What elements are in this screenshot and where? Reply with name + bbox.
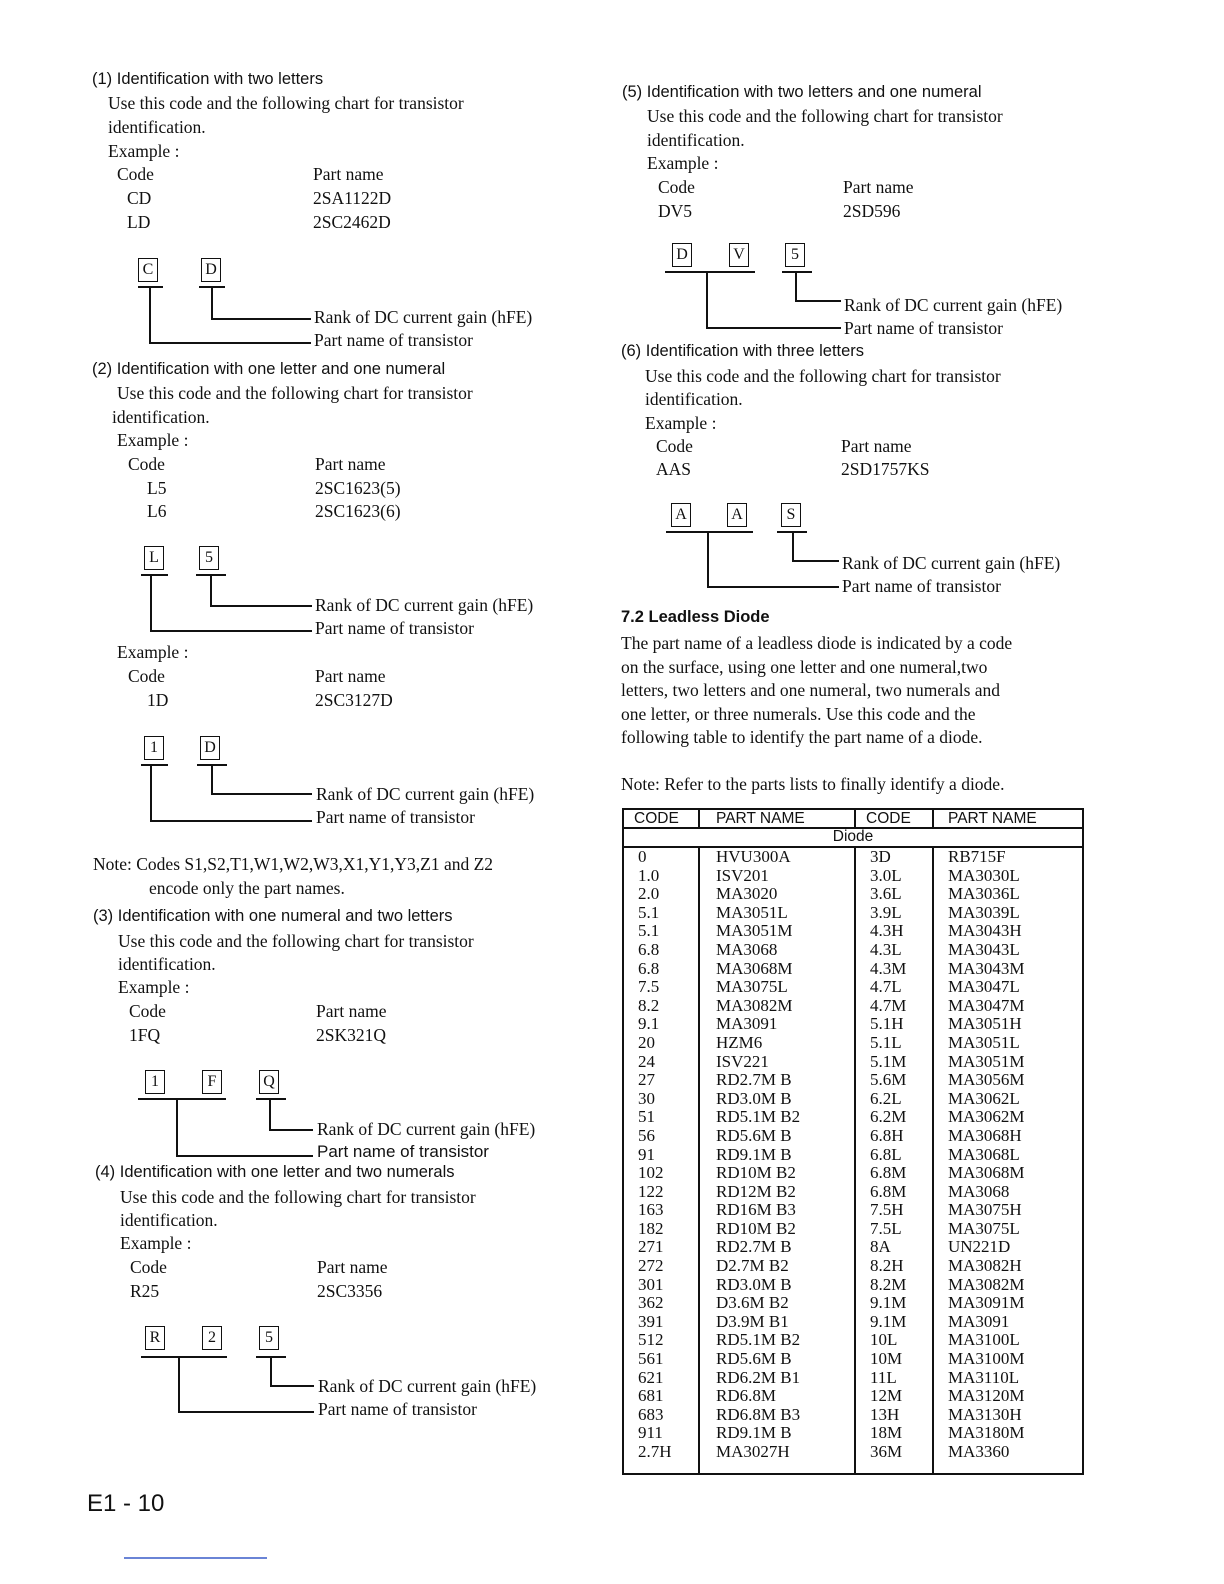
diode-part-name: MA3360 — [948, 1442, 1010, 1461]
example-part-name: 2SC2462D — [313, 212, 391, 232]
codes-note: Note: Codes S1,S2,T1,W1,W2,W3,X1,Y1,Y3,Z1 and Z2 — [93, 854, 494, 874]
part-name-column-header: Part name — [317, 1257, 388, 1277]
diode-code: 391 — [638, 1311, 664, 1331]
example-code: 1D — [147, 690, 169, 710]
diode-code: 683 — [638, 1404, 664, 1424]
rank-annotation: Rank of DC current gain (hFE) — [314, 307, 533, 327]
diode-code: 18M — [870, 1423, 903, 1443]
diode-code: 681 — [638, 1386, 664, 1406]
diode-part-name: RD5.1M B2 — [716, 1330, 801, 1350]
section-6-intro: Use this code and the following chart for transistor — [645, 366, 1001, 386]
table-header — [624, 810, 1082, 828]
diode-note: Note: Refer to the parts lists to finally identify a diode. — [621, 774, 1005, 794]
diode-part-name: MA3091 — [716, 1014, 778, 1034]
diode-part-name: MA3027H — [716, 1442, 790, 1461]
diode-code: 5.1 — [638, 902, 660, 922]
table-row — [624, 1183, 1082, 1202]
codes-note-continuation: encode only the part names. — [149, 878, 345, 898]
diode-part-name: MA3043L — [948, 939, 1020, 959]
diode-code: 8.2M — [870, 1274, 907, 1294]
diode-part-name: MA3051L — [948, 1032, 1020, 1052]
section-2-heading: (2) Identification with one letter and one numeral — [92, 360, 446, 378]
code-column-header: Code — [656, 436, 693, 456]
diode-code: 7.5L — [870, 1218, 902, 1238]
diode-code: 12M — [870, 1386, 903, 1406]
paragraph-line: on the surface, using one letter and one numeral,two — [621, 657, 988, 677]
table-row — [624, 1220, 1082, 1239]
diode-part-name: RD12M B2 — [716, 1181, 796, 1201]
section-1-intro: Use this code and the following chart for transistor — [108, 93, 464, 113]
table-row — [624, 1015, 1082, 1034]
diode-part-name: MA3082M — [716, 995, 793, 1015]
part-name-column-header: Part name — [313, 164, 384, 184]
diode-part-name: D3.9M B1 — [716, 1311, 789, 1331]
table-row — [624, 1164, 1082, 1183]
diode-code: 8.2 — [638, 995, 660, 1015]
code-column-header: Code — [117, 164, 154, 184]
diode-part-name: MA3130H — [948, 1404, 1022, 1424]
paragraph-line: letters, two letters and one numeral, two numerals and — [621, 680, 1001, 700]
diode-part-name: MA3051L — [716, 902, 788, 922]
diode-part-name: MA3180M — [948, 1423, 1025, 1443]
diode-code: 122 — [638, 1181, 664, 1201]
diode-code: 1.0 — [638, 865, 660, 885]
code-column-header: Code — [658, 177, 695, 197]
diode-code: 5.1M — [870, 1051, 907, 1071]
table-row — [624, 1238, 1082, 1257]
code-column-header: Code — [128, 666, 165, 686]
diode-part-name: MA3068M — [716, 958, 793, 978]
diode-part-name: RD16M B3 — [716, 1200, 796, 1220]
example-code: AAS — [656, 459, 692, 479]
code-character-box: D — [200, 736, 220, 760]
table-row — [624, 997, 1082, 1016]
diode-code: 4.3H — [870, 921, 904, 941]
code-character-box: 2 — [202, 1326, 222, 1350]
diode-part-name: MA3047M — [948, 995, 1025, 1015]
table-row — [624, 1053, 1082, 1072]
example-part-name: 2SC3127D — [315, 690, 393, 710]
table-row — [624, 1331, 1082, 1350]
paragraph-line: The part name of a leadless diode is indicated by a code — [621, 633, 1013, 653]
rank-annotation: Rank of DC current gain (hFE) — [844, 295, 1063, 315]
section-1-heading: (1) Identification with two letters — [92, 70, 324, 88]
example-part-name: 2SD596 — [843, 201, 901, 221]
part-name-annotation: Part name of transistor — [318, 1399, 477, 1419]
diode-code: 13H — [870, 1404, 900, 1424]
diode-code: 9.1 — [638, 1014, 660, 1034]
diode-code: 6.8H — [870, 1125, 904, 1145]
footer-rule — [124, 1557, 267, 1559]
diode-part-name: MA3082H — [948, 1256, 1022, 1276]
diode-part-name: MA3036L — [948, 884, 1020, 904]
diode-code: 362 — [638, 1293, 664, 1313]
example-code: LD — [127, 212, 151, 232]
example-code: 1FQ — [129, 1025, 161, 1045]
part-name-annotation: Part name of transistor — [844, 318, 1003, 338]
diode-code: 6.8M — [870, 1163, 907, 1183]
code-character-box: V — [729, 243, 749, 267]
code-character-box: 5 — [259, 1326, 279, 1350]
page-number: E1 - 10 — [87, 1490, 165, 1517]
table-row — [624, 941, 1082, 960]
diode-code: 91 — [638, 1144, 655, 1164]
example-code: DV5 — [658, 201, 693, 221]
example-part-name: 2SK321Q — [316, 1025, 387, 1045]
diode-part-name: RB715F — [948, 847, 1006, 866]
diode-part-name: MA3068 — [716, 939, 778, 959]
section-5-intro-2: identification. — [647, 130, 745, 150]
diode-code: 102 — [638, 1163, 664, 1183]
diode-code: 163 — [638, 1200, 664, 1220]
diode-part-name: MA3075L — [948, 1218, 1020, 1238]
diode-part-name: RD3.0M B — [716, 1274, 792, 1294]
diode-code: 51 — [638, 1107, 655, 1127]
diode-part-name: ISV201 — [716, 865, 769, 885]
diode-code: 9.1M — [870, 1311, 907, 1331]
diode-code: 11L — [870, 1367, 897, 1387]
diode-code: 3.6L — [870, 884, 902, 904]
diode-part-name: RD10M B2 — [716, 1163, 796, 1183]
column-header-code: CODE — [866, 810, 911, 827]
section-4-heading: (4) Identification with one letter and two numerals — [95, 1163, 455, 1181]
code-character-box: R — [145, 1326, 165, 1350]
code-column-header: Code — [128, 454, 165, 474]
table-row — [624, 1443, 1082, 1462]
diode-part-name: UN221D — [948, 1237, 1011, 1257]
diode-part-name: MA3100L — [948, 1330, 1020, 1350]
diode-code: 36M — [870, 1442, 903, 1461]
diode-part-name: RD3.0M B — [716, 1088, 792, 1108]
table-row — [624, 1034, 1082, 1053]
diode-part-name: MA3051M — [948, 1051, 1025, 1071]
section-4-example-label: Example : — [120, 1233, 192, 1253]
section-3-example-label: Example : — [118, 977, 190, 997]
diode-code: 6.2M — [870, 1107, 907, 1127]
diode-code: 5.1L — [870, 1032, 902, 1052]
table-row — [624, 1108, 1082, 1127]
diode-part-name: MA3110L — [948, 1367, 1020, 1387]
diode-code: 8.2H — [870, 1256, 904, 1276]
section-2-example-label: Example : — [117, 430, 189, 450]
table-row — [624, 904, 1082, 923]
section-5-example-label: Example : — [647, 153, 719, 173]
table-row — [624, 885, 1082, 904]
diode-code: 8A — [870, 1237, 891, 1257]
example-part-name: 2SD1757KS — [841, 459, 930, 479]
diode-part-name: MA3068H — [948, 1125, 1022, 1145]
diode-code: 6.8L — [870, 1144, 902, 1164]
diode-code: 7.5H — [870, 1200, 904, 1220]
diode-code: 4.7L — [870, 977, 902, 997]
table-row — [624, 1424, 1082, 1443]
example-part-name: 2SC1623(5) — [315, 478, 401, 498]
diode-part-name: MA3030L — [948, 865, 1020, 885]
diode-code: 9.1M — [870, 1293, 907, 1313]
example-part-name: 2SC3356 — [317, 1281, 383, 1301]
diode-code: 24 — [638, 1051, 655, 1071]
section-2-example-label: Example : — [117, 642, 189, 662]
paragraph-line: following table to identify the part name of a diode. — [621, 727, 983, 747]
diode-code: 5.1 — [638, 921, 660, 941]
example-code: L6 — [147, 501, 167, 521]
part-name-column-header: Part name — [316, 1001, 387, 1021]
code-character-box: L — [144, 546, 164, 570]
table-row — [624, 1387, 1082, 1406]
diode-part-name: MA3075L — [716, 977, 788, 997]
diode-code: 5.1H — [870, 1014, 904, 1034]
diode-part-name: MA3120M — [948, 1386, 1025, 1406]
diode-part-name: D2.7M B2 — [716, 1256, 789, 1276]
diode-part-name: RD6.2M B1 — [716, 1367, 801, 1387]
diode-code: 20 — [638, 1032, 655, 1052]
section-6-intro-2: identification. — [645, 389, 743, 409]
paragraph-line: one letter, or three numerals. Use this code and the — [621, 704, 976, 724]
part-name-annotation: Part name of transistor — [317, 1142, 489, 1161]
diode-code: 6.2L — [870, 1088, 902, 1108]
example-code: L5 — [147, 478, 167, 498]
section-2-intro: Use this code and the following chart for transistor — [117, 383, 473, 403]
diode-code: 7.5 — [638, 977, 660, 997]
table-row — [624, 1276, 1082, 1295]
diode-part-name: MA3051H — [948, 1014, 1022, 1034]
diode-part-name: HVU300A — [716, 847, 791, 866]
table-row — [624, 1369, 1082, 1388]
diode-group-label: Diode — [832, 828, 874, 845]
diode-code: 301 — [638, 1274, 664, 1294]
section-5-heading: (5) Identification with two letters and one numeral — [622, 83, 982, 101]
diode-part-name: RD9.1M B — [716, 1423, 792, 1443]
table-row — [624, 1257, 1082, 1276]
table-row — [624, 1071, 1082, 1090]
diode-part-name: MA3075H — [948, 1200, 1022, 1220]
section-1-example-label: Example : — [108, 141, 180, 161]
diode-code: 271 — [638, 1237, 664, 1257]
diode-part-name: MA3062L — [948, 1088, 1020, 1108]
column-header-code: CODE — [634, 810, 679, 827]
diode-code: 2.7H — [638, 1442, 672, 1461]
rank-annotation: Rank of DC current gain (hFE) — [842, 553, 1061, 573]
diode-code: 6.8M — [870, 1181, 907, 1201]
diode-code: 272 — [638, 1256, 664, 1276]
code-character-box: 1 — [145, 1070, 165, 1094]
code-column-header: Code — [129, 1001, 166, 1021]
code-column-header: Code — [130, 1257, 167, 1277]
example-part-name: 2SA1122D — [313, 188, 392, 208]
diode-part-name: MA3062M — [948, 1107, 1025, 1127]
diode-part-name: D3.6M B2 — [716, 1293, 789, 1313]
diode-part-name: MA3100M — [948, 1349, 1025, 1369]
diode-part-name: MA3082M — [948, 1274, 1025, 1294]
table-row — [624, 1090, 1082, 1109]
column-header-part-name: PART NAME — [716, 810, 805, 827]
diode-code: 182 — [638, 1218, 664, 1238]
rank-annotation: Rank of DC current gain (hFE) — [317, 1119, 536, 1139]
diode-code: 10M — [870, 1349, 903, 1369]
table-row — [624, 867, 1082, 886]
table-row — [624, 960, 1082, 979]
section-4-intro: Use this code and the following chart for transistor — [120, 1187, 476, 1207]
section-2-intro-2: identification. — [112, 407, 210, 427]
example-code: R25 — [130, 1281, 160, 1301]
code-character-box: 1 — [144, 736, 164, 760]
diode-code: 3.9L — [870, 902, 902, 922]
part-name-annotation: Part name of transistor — [314, 330, 473, 350]
diode-part-name: MA3043M — [948, 958, 1025, 978]
diode-part-name: MA3068 — [948, 1181, 1010, 1201]
diode-code: 4.3M — [870, 958, 907, 978]
diode-part-name: RD6.8M B3 — [716, 1404, 801, 1424]
diode-code: 6.8 — [638, 958, 660, 978]
diode-code: 0 — [638, 847, 647, 866]
table-row — [624, 1146, 1082, 1165]
code-character-box: Q — [259, 1070, 279, 1094]
code-character-box: D — [672, 243, 692, 267]
section-6-heading: (6) Identification with three letters — [621, 342, 865, 360]
diode-part-name: RD6.8M — [716, 1386, 776, 1406]
table-row — [624, 848, 1082, 867]
diode-part-name: MA3068L — [948, 1144, 1020, 1164]
part-name-column-header: Part name — [843, 177, 914, 197]
section-6-example-label: Example : — [645, 413, 717, 433]
diode-part-name: RD10M B2 — [716, 1218, 796, 1238]
rank-annotation: Rank of DC current gain (hFE) — [315, 595, 534, 615]
diode-part-name: MA3051M — [716, 921, 793, 941]
diode-code: 3.0L — [870, 865, 902, 885]
part-name-column-header: Part name — [841, 436, 912, 456]
table-row — [624, 1127, 1082, 1146]
part-name-annotation: Part name of transistor — [316, 807, 475, 827]
rank-annotation: Rank of DC current gain (hFE) — [318, 1376, 537, 1396]
table-row — [624, 1406, 1082, 1425]
table-row — [624, 978, 1082, 997]
diode-part-name: MA3091M — [948, 1293, 1025, 1313]
diode-code: 621 — [638, 1367, 664, 1387]
diode-code: 30 — [638, 1088, 655, 1108]
diode-code: 3D — [870, 847, 891, 866]
diode-code: 2.0 — [638, 884, 660, 904]
table-row — [624, 922, 1082, 941]
diode-part-name: ISV221 — [716, 1051, 769, 1071]
part-name-annotation: Part name of transistor — [315, 618, 474, 638]
section-heading: 7.2 Leadless Diode — [621, 608, 770, 626]
diode-part-name: RD5.6M B — [716, 1349, 792, 1369]
section-3-heading: (3) Identification with one numeral and two letters — [93, 907, 453, 925]
diode-part-name: RD9.1M B — [716, 1144, 792, 1164]
diode-code: 4.7M — [870, 995, 907, 1015]
code-character-box: F — [202, 1070, 222, 1094]
code-character-box: S — [781, 503, 801, 527]
diode-rows — [624, 848, 1082, 1462]
diode-code: 56 — [638, 1125, 655, 1145]
code-character-box: D — [201, 258, 221, 282]
diode-code: 5.6M — [870, 1070, 907, 1090]
diode-part-name: MA3056M — [948, 1070, 1025, 1090]
part-name-column-header: Part name — [315, 454, 386, 474]
example-part-name: 2SC1623(6) — [315, 501, 401, 521]
diode-part-name: MA3091 — [948, 1311, 1010, 1331]
part-name-column-header: Part name — [315, 666, 386, 686]
diode-part-name: RD5.6M B — [716, 1125, 792, 1145]
diode-part-name: RD2.7M B — [716, 1070, 792, 1090]
example-code: CD — [127, 188, 152, 208]
part-name-annotation: Part name of transistor — [842, 576, 1001, 596]
diode-code: 561 — [638, 1349, 664, 1369]
table-row — [624, 1350, 1082, 1369]
diode-code: 911 — [638, 1423, 663, 1443]
rank-annotation: Rank of DC current gain (hFE) — [316, 784, 535, 804]
diode-part-name: MA3043H — [948, 921, 1022, 941]
diode-code: 6.8 — [638, 939, 660, 959]
code-character-box: 5 — [199, 546, 219, 570]
diode-part-name: HZM6 — [716, 1032, 763, 1052]
code-character-box: 5 — [785, 243, 805, 267]
diode-code: 10L — [870, 1330, 898, 1350]
section-1-intro-2: identification. — [108, 117, 206, 137]
code-character-box: A — [727, 503, 747, 527]
section-4-intro-2: identification. — [120, 1210, 218, 1230]
diode-part-name: MA3039L — [948, 902, 1020, 922]
section-3-intro-2: identification. — [118, 954, 216, 974]
diode-part-name: RD5.1M B2 — [716, 1107, 801, 1127]
table-row — [624, 1313, 1082, 1332]
table-row — [624, 1294, 1082, 1313]
code-character-box: A — [671, 503, 691, 527]
diode-code: 4.3L — [870, 939, 902, 959]
diode-part-name: MA3068M — [948, 1163, 1025, 1183]
code-character-box: C — [138, 258, 158, 282]
column-header-part-name: PART NAME — [948, 810, 1037, 827]
diode-code: 512 — [638, 1330, 664, 1350]
diode-part-name: MA3020 — [716, 884, 778, 904]
table-row — [624, 1201, 1082, 1220]
diode-table — [622, 808, 1084, 1475]
diode-code: 27 — [638, 1070, 655, 1090]
diode-part-name: RD2.7M B — [716, 1237, 792, 1257]
diode-part-name: MA3047L — [948, 977, 1020, 997]
section-5-intro: Use this code and the following chart for transistor — [647, 106, 1003, 126]
section-3-intro: Use this code and the following chart for transistor — [118, 931, 474, 951]
